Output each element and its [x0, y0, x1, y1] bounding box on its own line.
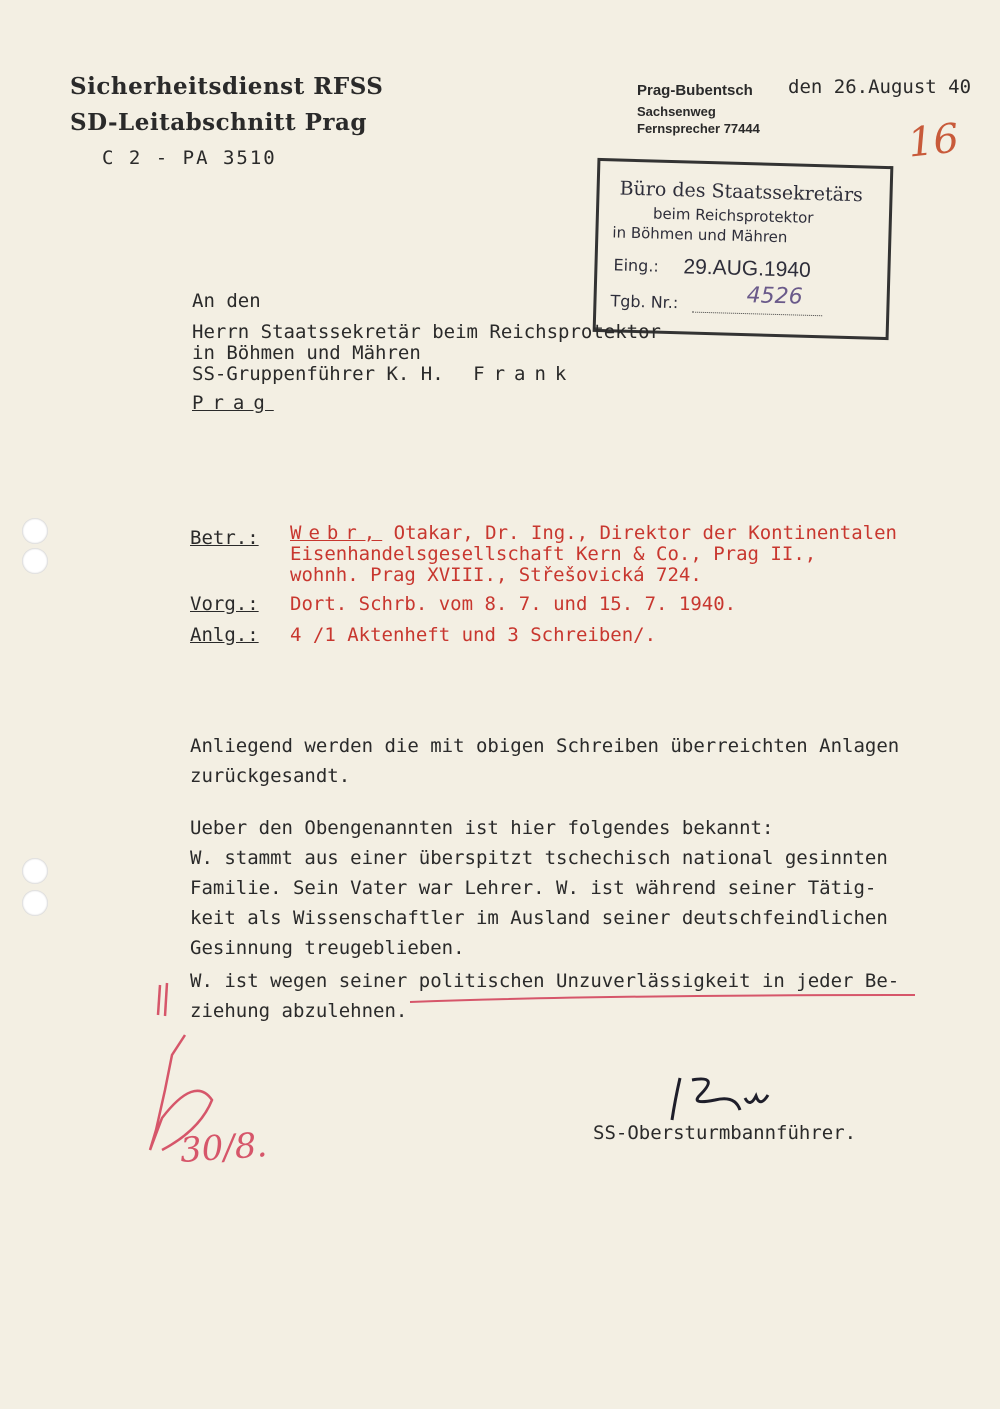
betr-person-name: Webr, [290, 522, 383, 544]
betr-line3: wohnh. Prag XVIII., Střešovická 724. [290, 564, 702, 586]
recipient-to: An den [192, 290, 261, 312]
pencil-underline [410, 995, 915, 1002]
stamp-line2: beim Reichsprotektor [652, 204, 814, 227]
sender-phone: Fernsprecher 77444 [637, 121, 760, 136]
body-p2-line1: Ueber den Obengenannten ist hier folgendes bekannt: [190, 817, 774, 839]
sender-place: Prag-Bubentsch [637, 82, 753, 99]
stamp-received-label: Eing.: [613, 255, 660, 276]
betr-line2: Eisenhandelsgesellschaft Kern & Co., Prag II., [290, 543, 817, 565]
body-p2-line3: Familie. Sein Vater war Lehrer. W. ist während seiner Tätig- [190, 877, 877, 899]
vorg-label: Vorg.: [190, 593, 259, 615]
letterhead-line2: SD-Leitabschnitt Prag [70, 109, 367, 136]
margin-mark-2 [165, 983, 167, 1016]
betr-label: Betr.: [190, 527, 259, 549]
stamp-line3: in Böhmen und Mähren [612, 223, 788, 247]
body-p2-line4: keit als Wissenschaftler im Ausland seiner deutschfeindlichen [190, 907, 888, 929]
recipient-name: Frank [473, 363, 576, 385]
pencil-date-note: 30/8. [178, 1125, 269, 1171]
signature-title: SS-Obersturmbannführer. [593, 1122, 857, 1144]
letterhead-line1: Sicherheitsdienst RFSS [70, 73, 384, 100]
folio-number: 16 [905, 115, 962, 167]
anlg-label: Anlg.: [190, 624, 259, 646]
stamp-journal-label: Tgb. Nr.: [610, 291, 679, 313]
stamp-received-date: 29.AUG.1940 [683, 255, 812, 282]
body-p1-line2: zurückgesandt. [190, 765, 351, 787]
reference-number: C 2 - PA 3510 [102, 147, 277, 169]
recipient-line1: Herrn Staatssekretär beim Reichsprotektor [192, 321, 661, 343]
body-p3-line1: W. ist wegen seiner politischen Unzuverlässigkeit in jeder Be- [190, 970, 900, 992]
margin-mark-1 [158, 985, 160, 1015]
letter-date: den 26.August 40 [788, 76, 972, 98]
sender-street: Sachsenweg [637, 104, 716, 119]
vorg-text: Dort. Schrb. vom 8. 7. und 15. 7. 1940. [290, 593, 737, 615]
recipient-city: Prag [192, 392, 274, 414]
signature-strokes [672, 1078, 768, 1120]
betr-line1-rest: Otakar, Dr. Ing., Direktor der Kontinentalen [393, 522, 897, 544]
body-p2-line5: Gesinnung treugeblieben. [190, 937, 465, 959]
recipient-line2: in Böhmen und Mähren [192, 342, 421, 364]
stamp-journal-number: 4526 [746, 283, 804, 310]
stamp-line1: Büro des Staatssekretärs [619, 177, 864, 207]
anlg-text: 4 /1 Aktenheft und 3 Schreiben/. [290, 624, 657, 646]
recipient-rank: SS-Gruppenführer K. H. [192, 363, 444, 385]
body-p3-line2: ziehung abzulehnen. [190, 1000, 408, 1022]
body-p2-line2: W. stammt aus einer überspitzt tschechisch national gesinnten [190, 847, 888, 869]
body-p1-line1: Anliegend werden die mit obigen Schreiben überreichten Anlagen [190, 735, 900, 757]
